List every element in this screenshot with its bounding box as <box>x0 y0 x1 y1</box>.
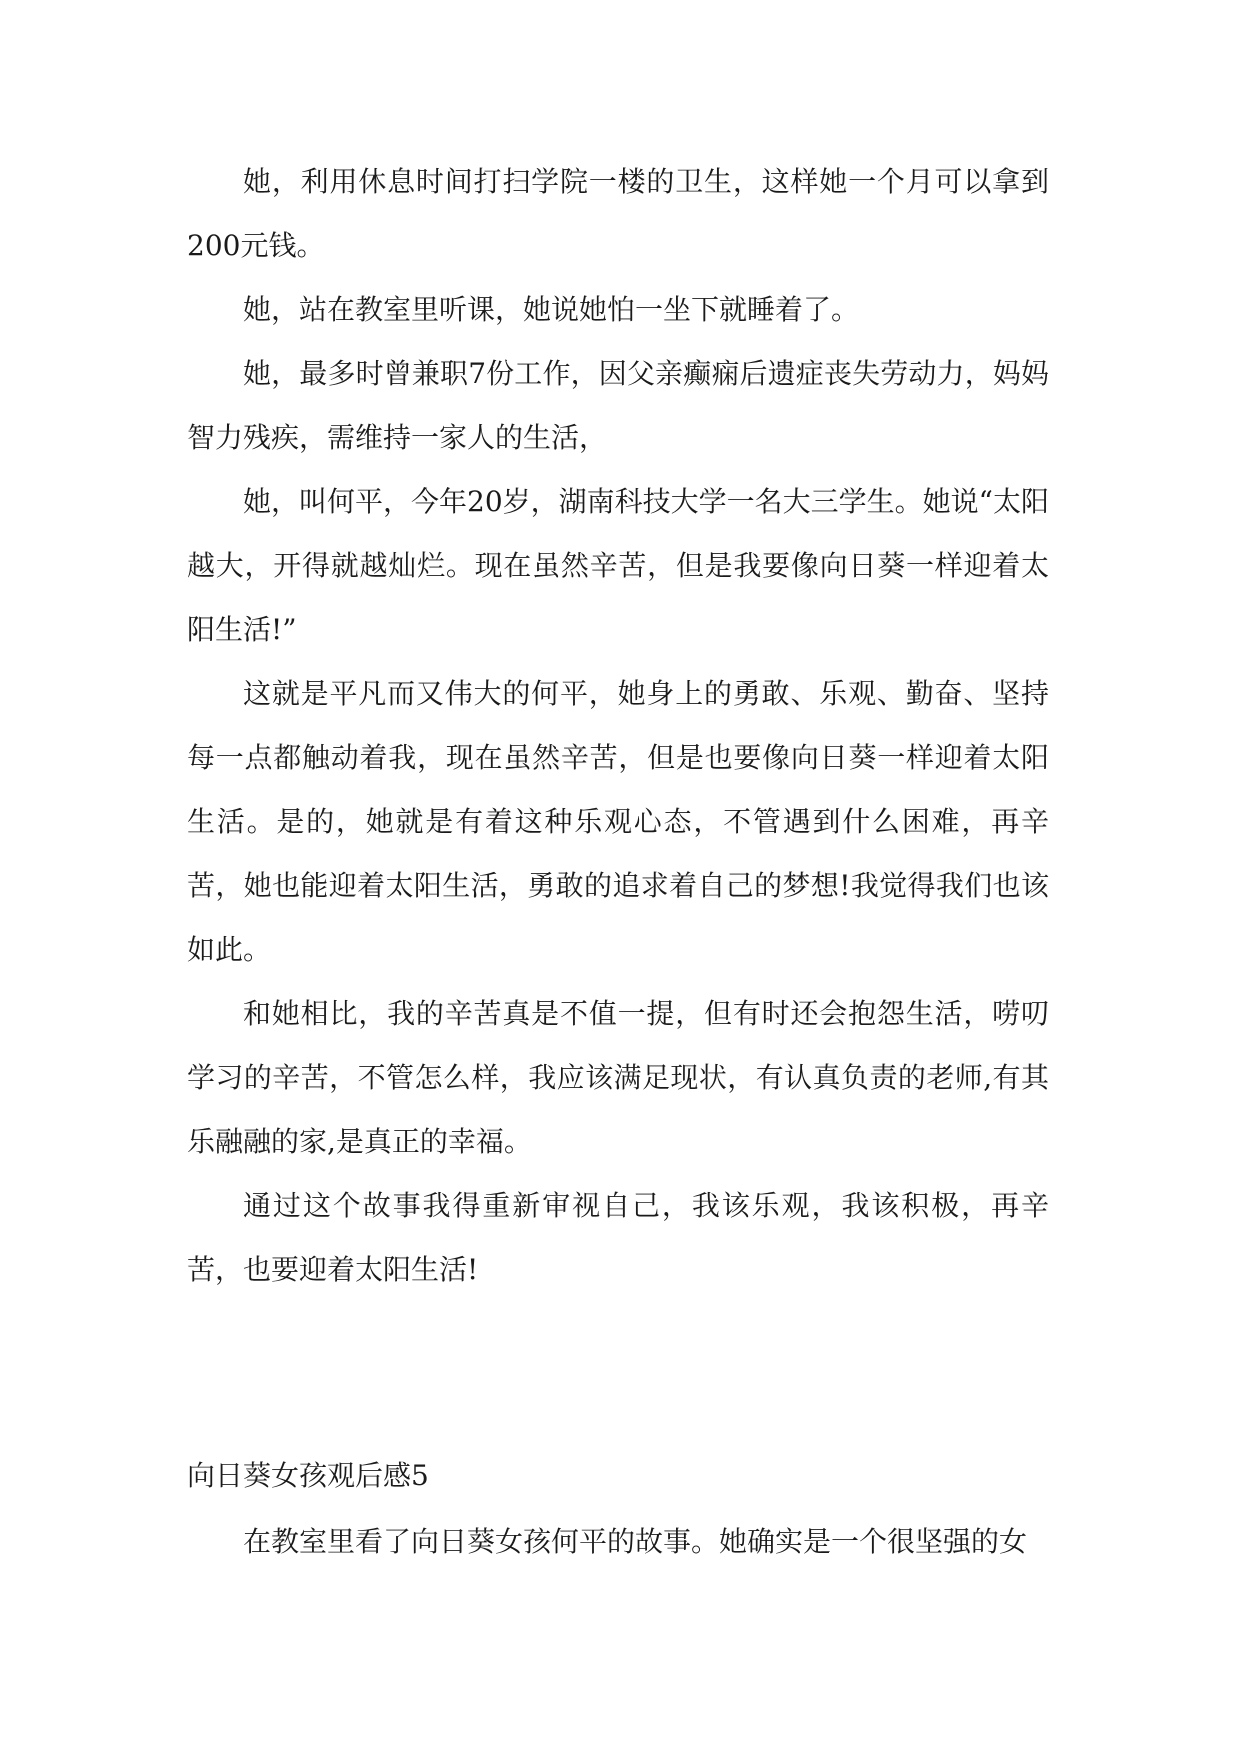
body-text <box>187 150 1049 1302</box>
section-title: 向日葵女孩观后感5 <box>187 1459 429 1492</box>
paragraph: 她，最多时曾兼职7份工作，因父亲癫痫后遗症丧失劳动力，妈妈智力残疾，需维持一家人的生活， <box>187 357 1049 454</box>
paragraph: 她，站在教室里听课，她说她怕一坐下就睡着了。 <box>243 293 860 326</box>
paragraph: 她，叫何平，今年20岁，湖南科技大学一名大三学生。她说“太阳越大，开得就越灿烂。现在虽然辛苦，但是我要像向日葵一样迎着太阳生活!” <box>187 485 1049 646</box>
section-body-text <box>187 1510 1049 1574</box>
paragraph: 她，利用休息时间打扫学院一楼的卫生，这样她一个月可以拿到200元钱。 <box>187 165 1049 262</box>
paragraph: 这就是平凡而又伟大的何平，她身上的勇敢、乐观、勤奋、坚持每一点都触动着我，现在虽然辛苦，但是也要像向日葵一样迎着太阳生活。是的，她就是有着这种乐观心态，不管遇到什么困难，再辛苦，她也能迎着太阳生活，勇敢的追求着自己的梦想!我觉得我们也该如此。 <box>187 677 1049 966</box>
paragraph: 通过这个故事我得重新审视自己，我该乐观，我该积极，再辛苦，也要迎着太阳生活! <box>187 1189 1049 1286</box>
paragraph: 在教室里看了向日葵女孩何平的故事。她确实是一个很坚强的女 <box>243 1525 1028 1558</box>
paragraph: 和她相比，我的辛苦真是不值一提，但有时还会抱怨生活，唠叨学习的辛苦，不管怎么样，我应该满足现状，有认真负责的老师,有其乐融融的家,是真正的幸福。 <box>187 997 1049 1158</box>
